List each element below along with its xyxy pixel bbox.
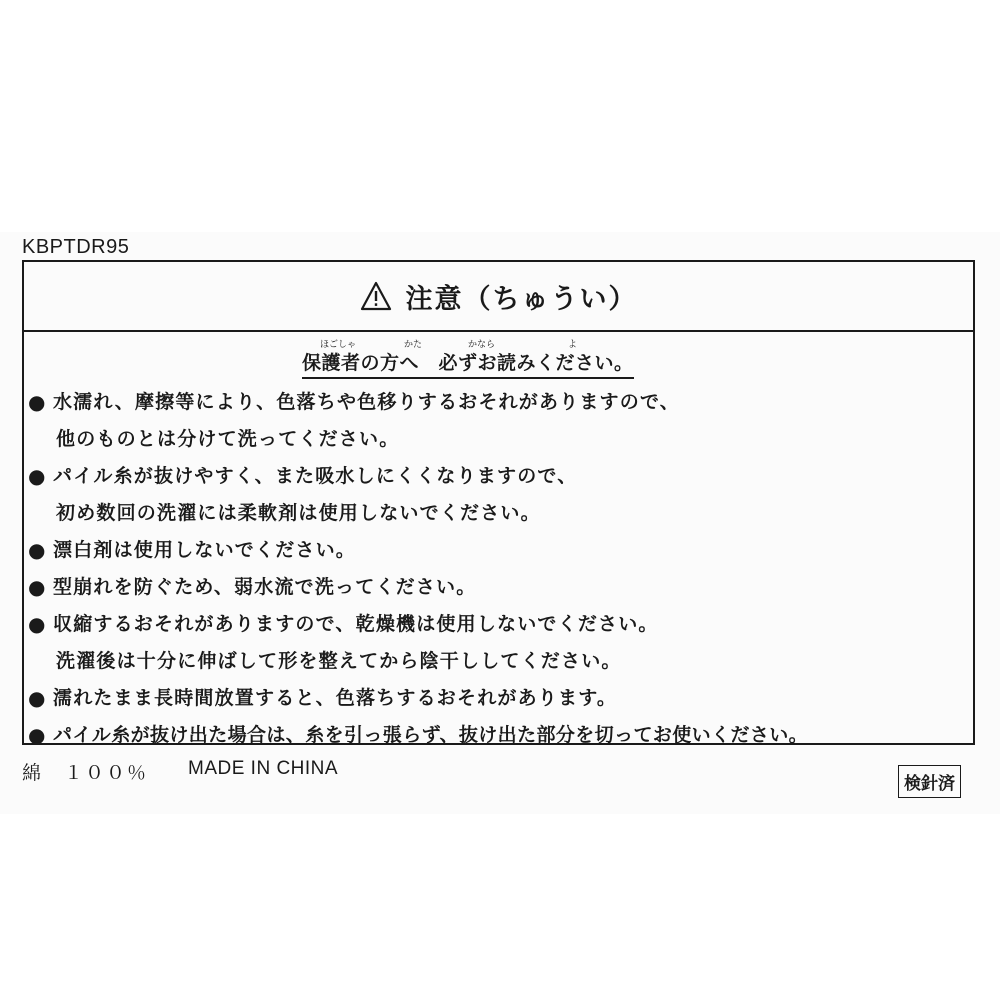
ruby-kata: かた (404, 340, 423, 350)
instruction-text: 洗濯後は十分に伸ばして形を整えてから陰干ししてください。 (56, 650, 622, 672)
instruction-line (24, 680, 973, 717)
fiber-content (22, 758, 148, 785)
instruction-text: 水濡れ、摩擦等により、色落ちや色移りするおそれがありますので、 (53, 391, 680, 413)
bullet-icon: ● (28, 723, 46, 747)
bullet-icon: ● (28, 538, 47, 562)
warning-title: 注意（ちゅうい） (405, 283, 638, 315)
bullet-icon: ● (28, 464, 47, 488)
inspection-stamp: 検針済 (898, 765, 961, 798)
instruction-text: パイル糸が抜け出た場合は、糸を引っ張らず、抜け出た部分を切ってお使いください。 (53, 724, 809, 746)
ruby-kanara: かなら (468, 340, 496, 350)
bullet-icon: ● (28, 575, 47, 599)
product-code: KBPTDR95 (22, 236, 130, 258)
country-of-origin: MADE IN CHINA (188, 758, 339, 779)
instruction-text: 型崩れを防ぐため、弱水流で洗ってください。 (53, 576, 477, 598)
bullet-icon: ● (28, 390, 47, 414)
ruby-yo: よ (568, 340, 578, 350)
instruction-text: 初め数回の洗濯には柔軟剤は使用しないでください。 (56, 502, 541, 524)
instruction-text: 濡れたまま長時間放置すると、色落ちするおそれがあります。 (53, 687, 618, 709)
instruction-line (24, 458, 973, 495)
instruction-text: パイル糸が抜けやすく、また吸水しにくくなりますので、 (53, 465, 578, 487)
instruction-line (24, 606, 973, 643)
guardian-notice: 保護者の方へ 必ずお読みください。 (302, 348, 634, 379)
warning-triangle-icon (360, 281, 392, 311)
instruction-text: 他のものとは分けて洗ってください。 (56, 428, 400, 450)
bullet-icon: ● (28, 686, 47, 710)
warning-header (24, 262, 973, 332)
instruction-line (24, 532, 973, 569)
ruby-hogosha: ほごしゃ (320, 340, 357, 350)
instruction-line (24, 495, 973, 532)
instruction-line (24, 569, 973, 606)
warning-box (22, 260, 975, 745)
bullet-icon: ● (28, 612, 47, 636)
instruction-text: 漂白剤は使用しないでください。 (53, 539, 357, 561)
instruction-line (24, 421, 973, 458)
instruction-line (24, 384, 973, 421)
fiber-content-text: 綿 １００％ (22, 762, 149, 784)
instruction-list (24, 384, 973, 754)
instruction-line (24, 643, 973, 680)
instruction-line (24, 717, 973, 754)
instruction-text: 収縮するおそれがありますので、乾燥機は使用しないでください。 (53, 613, 659, 635)
